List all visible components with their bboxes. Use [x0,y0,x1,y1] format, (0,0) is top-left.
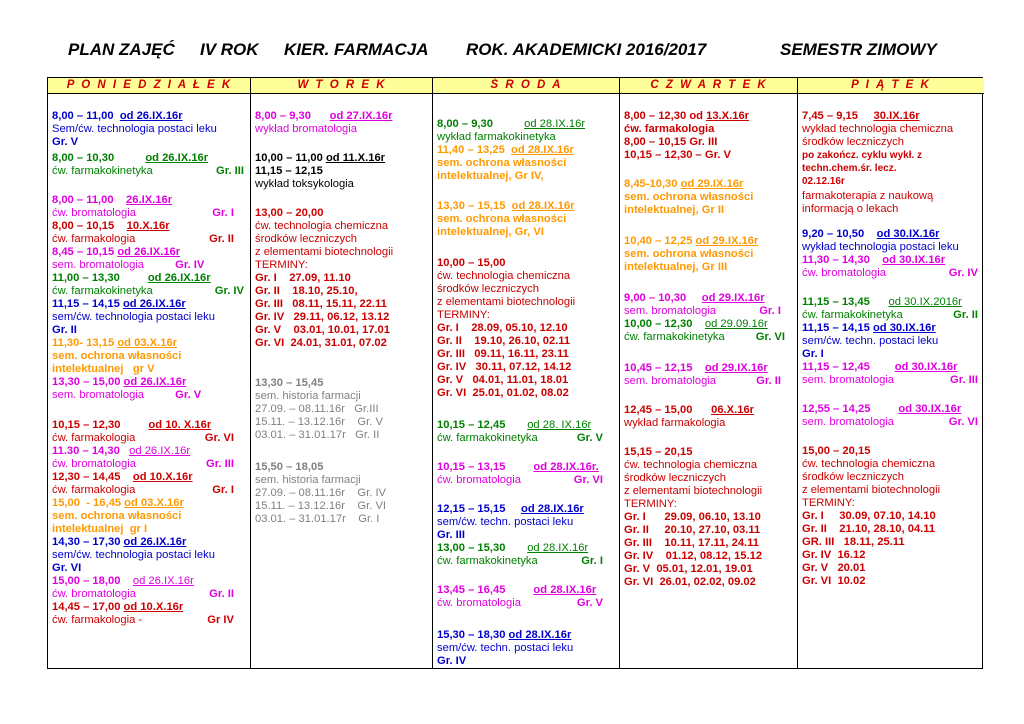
list-item: TERMINY: [437,309,490,321]
list-item: 13,00 – 20,00 [255,207,324,219]
list-item: 8,00 – 9,30 od 27.IX.16r [255,110,393,122]
list-item: sem/ćw. techn. postaci leku [437,516,574,528]
list-item: 10,15 – 13,15 od 28.IX.16r. [437,461,599,473]
list-item: 10,45 – 12,15 od 29.IX.16r [624,362,768,374]
list-item: intelektualnej, Gr IV, [437,170,544,182]
list-item: 14,30 – 17,30 od 26.IX.16r [52,536,187,548]
header-thursday: C Z W A R T E K [620,78,798,94]
list-item: 13,45 – 16,45 od 28.IX.16r [437,584,597,596]
list-item: sem/ćw. technologia postaci leku [52,311,215,323]
list-item: 12,45 – 15,00 06.X.16r [624,404,755,416]
list-item: ćw. farmakologia Gr. VI [52,432,234,444]
list-item: ćw. bromatologia Gr. II [52,588,234,600]
list-item: TERMINY: [802,497,855,509]
list-item: środków leczniczych [624,472,726,484]
column-wednesday [433,94,619,668]
list-item: ćw. farmakokinetyka Gr. IV [52,285,244,297]
list-item: wykład farmakologia [624,417,726,429]
list-item: 12,55 – 14,25 od 30.IX.16r [802,403,962,415]
list-item: 8,00 – 11,00 od 26.IX.16r [52,110,183,122]
list-item: Gr. IV 01.12, 08.12, 15.12 [624,550,763,562]
header-wednesday: Ś R O D A [433,78,620,94]
list-item: 13,00 – 15,30 od 28.IX.16r [437,542,589,554]
list-item: Gr. VI 26.01, 02.02, 09.02 [624,576,756,588]
list-item: 03.01. – 31.01.17r Gr. II [255,429,380,441]
list-item: 8,00 – 11,00 26.IX.16r [52,194,173,206]
list-item: z elementami biotechnologii [437,296,576,308]
list-item: 15,00 – 18,00 od 26.IX.16r [52,575,194,587]
list-item: Gr. IV 30.11, 07.12, 14.12 [437,361,572,373]
list-item: Gr. VI [52,562,82,574]
list-item: sem/ćw. techn. postaci leku [802,335,939,347]
list-item: sem. historia farmacji [255,390,361,402]
list-item: sem. ochrona własności [52,350,182,362]
list-item: TERMINY: [624,498,677,510]
list-item: sem. bromatologia Gr. II [624,375,781,387]
list-item: 11,15 – 14,15 od 30.IX.16r [802,322,936,334]
list-item: 11,40 – 13,25 od 28.IX.16r [437,144,574,156]
list-item: ćw. farmakokinetyka Gr. II [802,309,978,321]
list-item: Gr. V [52,136,79,148]
list-item: 8,00 – 9,30 od 28.IX.16r [437,118,586,130]
schedule-table [47,77,983,669]
list-item: Gr. V 20.01 [802,562,866,574]
list-item: 11,00 – 13,30 od 26.IX.16r [52,272,211,284]
list-item: 10,15 – 12,45 od 28. IX.16r [437,419,592,431]
list-item: Gr. I 27.09, 11.10 [255,272,351,284]
list-item: ćw. farmakokinetyka Gr. V [437,432,603,444]
list-item: Gr. IV [437,655,467,667]
list-item: 8,45 – 10,15 od 26.IX.16r [52,246,181,258]
list-item: Gr. I 28.09, 05.10, 12.10 [437,322,568,334]
list-item: po zakończ. cyklu wykł. z [802,150,923,161]
list-item: intelektualnej, Gr II [624,204,725,216]
list-item: ćw. farmakokinetyka Gr. VI [624,331,785,343]
list-item: ćw. farmakologia Gr. II [52,233,234,245]
list-item: 9,20 – 10,50 od 30.IX.16r [802,228,940,240]
list-item: Gr. I 29.09, 06.10, 13.10 [624,511,761,523]
list-item: Gr. VI 24.01, 31.01, 07.02 [255,337,387,349]
list-item: sem/ćw. techn. postaci leku [437,642,574,654]
title-akad: ROK. AKADEMICKI 2016/2017 [466,40,707,59]
list-item: Gr. III [437,529,465,541]
list-item: sem. ochrona własności [437,157,567,169]
list-item: 27.09. – 08.11.16r Gr. IV [255,487,387,499]
list-item: 14,45 – 17,00 od 10.X.16r [52,601,184,613]
list-item: 10,15 – 12,30 od 10. X.16r [52,419,212,431]
list-item: 15,00 - 16,45 od 03.X.16r [52,497,184,509]
list-item: Gr. III 09.11, 16.11, 23.11 [437,348,569,360]
page-title [0,40,1024,64]
list-item: ćw. farmakokinetyka Gr. I [437,555,603,567]
list-item: środków leczniczych [802,136,904,148]
list-item: intelektualnej gr V [52,363,155,375]
list-item: 11,15 – 13,45 od 30.IX.2016r [802,296,962,308]
list-item: wykład bromatologia [255,123,357,135]
list-item: z elementami biotechnologii [624,485,763,497]
title-rok: IV ROK [200,40,259,59]
list-item: 11,30 – 14,30 od 30.IX.16r [802,254,946,266]
list-item: sem. ochrona własności [437,213,567,225]
list-item: sem. bromatologia Gr. V [52,389,202,401]
list-item: sem. bromatologia Gr. IV [52,259,205,271]
list-item: 13,30 – 15,45 [255,377,324,389]
list-item: TERMINY: [255,259,308,271]
list-item: ćw. farmakologia [624,123,715,135]
column-friday [798,94,984,668]
header-friday: P I Ą T E K [798,78,984,94]
list-item: ćw. technologia chemiczna [255,220,389,232]
list-item: środków leczniczych [255,233,357,245]
list-item: ćw. bromatologia Gr. IV [802,267,978,279]
list-item: techn.chem.śr. lecz. [802,163,897,174]
list-item: sem. ochrona własności [624,248,754,260]
list-item: Gr. III 08.11, 15.11, 22.11 [255,298,387,310]
column-monday [48,94,250,668]
list-item: ćw. bromatologia Gr. VI [437,474,603,486]
list-item: 7,45 – 9,15 30.IX.16r [802,110,920,122]
list-item: Gr. IV 16.12 [802,549,866,561]
list-item: 11,15 – 14,15 od 26.IX.16r [52,298,186,310]
list-item: 10,00 – 12,30 od 29.09.16r [624,318,768,330]
list-item: 11.30 – 14,30 od 26.IX.16r [52,445,191,457]
list-item: z elementami biotechnologii [802,484,941,496]
list-item: sem. bromatologia Gr. VI [802,416,978,428]
list-item: Gr. V 04.01, 11.01, 18.01 [437,374,569,386]
list-item: 15,00 – 20,15 [802,445,871,457]
list-item: z elementami biotechnologii [255,246,394,258]
list-item: Gr. III 10.11, 17.11, 24.11 [624,537,759,549]
list-item: 15.11. – 13.12.16r Gr. V [255,416,383,428]
list-item: 13,30 – 15,00 od 26.IX.16r [52,376,187,388]
list-item: 10,00 – 15,00 [437,257,506,269]
list-item: Gr. II 21.10, 28.10, 04.11 [802,523,936,535]
list-item: intelektualnej gr I [52,523,148,535]
list-item: wykład toksykologia [255,178,354,190]
list-item: 11,15 – 12,45 od 30.IX.16r [802,361,958,373]
list-item: wykład technologia chemiczna [802,123,954,135]
list-item: Sem/ćw. technologia postaci leku [52,123,217,135]
list-item: Gr. I [802,348,824,360]
title-kier: KIER. FARMACJA [284,40,429,59]
list-item: Gr. II 19.10, 26.10, 02.11 [437,335,571,347]
list-item: ćw. bromatologia Gr. V [437,597,603,609]
list-item: ćw. technologia chemiczna [437,270,571,282]
list-item: 03.01. – 31.01.17r Gr. I [255,513,380,525]
list-item: Gr. VI 25.01, 01.02, 08.02 [437,387,569,399]
list-item: 15.11. – 13.12.16r Gr. VI [255,500,387,512]
list-item: 15,30 – 18,30 od 28.IX.16r [437,629,572,641]
list-item: 10,00 – 11,00 od 11.X.16r [255,152,386,164]
list-item: 8,00 – 10,15 Gr. III [624,136,718,148]
list-item: GR. III 18.11, 25.11 [802,536,905,548]
column-thursday [620,94,797,668]
list-item: 8,00 – 12,30 od 13.X.16r [624,110,750,122]
list-item: wykład farmakokinetyka [437,131,556,143]
list-item: 13,30 – 15,15 od 28.IX.16r [437,200,575,212]
list-item: ćw. bromatologia Gr. III [52,458,234,470]
list-item: Gr. VI 10.02 [802,575,866,587]
list-item: intelektualnej, Gr, VI [437,226,544,238]
list-item: sem. historia farmacji [255,474,361,486]
list-item: Gr. I 30.09, 07.10, 14.10 [802,510,936,522]
list-item: 27.09. – 08.11.16r Gr.III [255,403,379,415]
list-item: 8,00 – 10,30 od 26.IX.16r [52,152,209,164]
list-item: sem. bromatologia Gr. I [624,305,781,317]
list-item: 15,15 – 20,15 [624,446,693,458]
list-item: Gr. II [52,324,77,336]
list-item: Gr. II 18.10, 25.10, [255,285,358,297]
header-monday: P O N I E D Z I A Ł E K [48,78,251,94]
list-item: intelektualnej, Gr III [624,261,728,273]
list-item: środków leczniczych [802,471,904,483]
title-sem: SEMESTR ZIMOWY [780,40,937,59]
list-item: Gr. V 03.01, 10.01, 17.01 [255,324,390,336]
list-item: ćw. bromatologia Gr. I [52,207,234,219]
list-item: ćw. technologia chemiczna [802,458,936,470]
list-item: 02.12.16r [802,176,845,187]
list-item: 12,30 – 14,45 od 10.X.16r [52,471,193,483]
title-plan: PLAN ZAJĘĆ [68,40,175,59]
list-item: 15,50 – 18,05 [255,461,324,473]
list-item: sem. ochrona własności [624,191,754,203]
list-item: Gr. IV 29.11, 06.12, 13.12 [255,311,390,323]
list-item: 9,00 – 10,30 od 29.IX.16r [624,292,765,304]
list-item: 11,30- 13,15 od 03.X.16r [52,337,178,349]
list-item: Gr. II 20.10, 27.10, 03.11 [624,524,761,536]
list-item: ćw. farmakologia Gr. I [52,484,234,496]
list-item: wykład technologia postaci leku [802,241,959,253]
list-item: sem/ćw. technologia postaci leku [52,549,215,561]
list-item: farmakoterapia z naukową [802,190,934,202]
list-item: 10,15 – 12,30 – Gr. V [624,149,731,161]
list-item: ćw. technologia chemiczna [624,459,758,471]
list-item: 11,15 – 12,15 [255,165,323,177]
header-tuesday: W T O R E K [251,78,433,94]
list-item: sem. bromatologia Gr. III [802,374,978,386]
list-item: środków leczniczych [437,283,539,295]
list-item: 8,00 – 10,15 10.X.16r [52,220,170,232]
list-item: ćw. farmakokinetyka Gr. III [52,165,244,177]
column-tuesday [251,94,432,668]
list-item: 12,15 – 15,15 od 28.IX.16r [437,503,584,515]
list-item: informacją o lekach [802,203,899,215]
list-item: sem. ochrona własności [52,510,182,522]
list-item: ćw. farmakologia - Gr IV [52,614,234,626]
list-item: 10,40 – 12,25 od 29.IX.16r [624,235,759,247]
list-item: Gr. V 05.01, 12.01, 19.01 [624,563,753,575]
list-item: 8,45-10,30 od 29.IX.16r [624,178,744,190]
